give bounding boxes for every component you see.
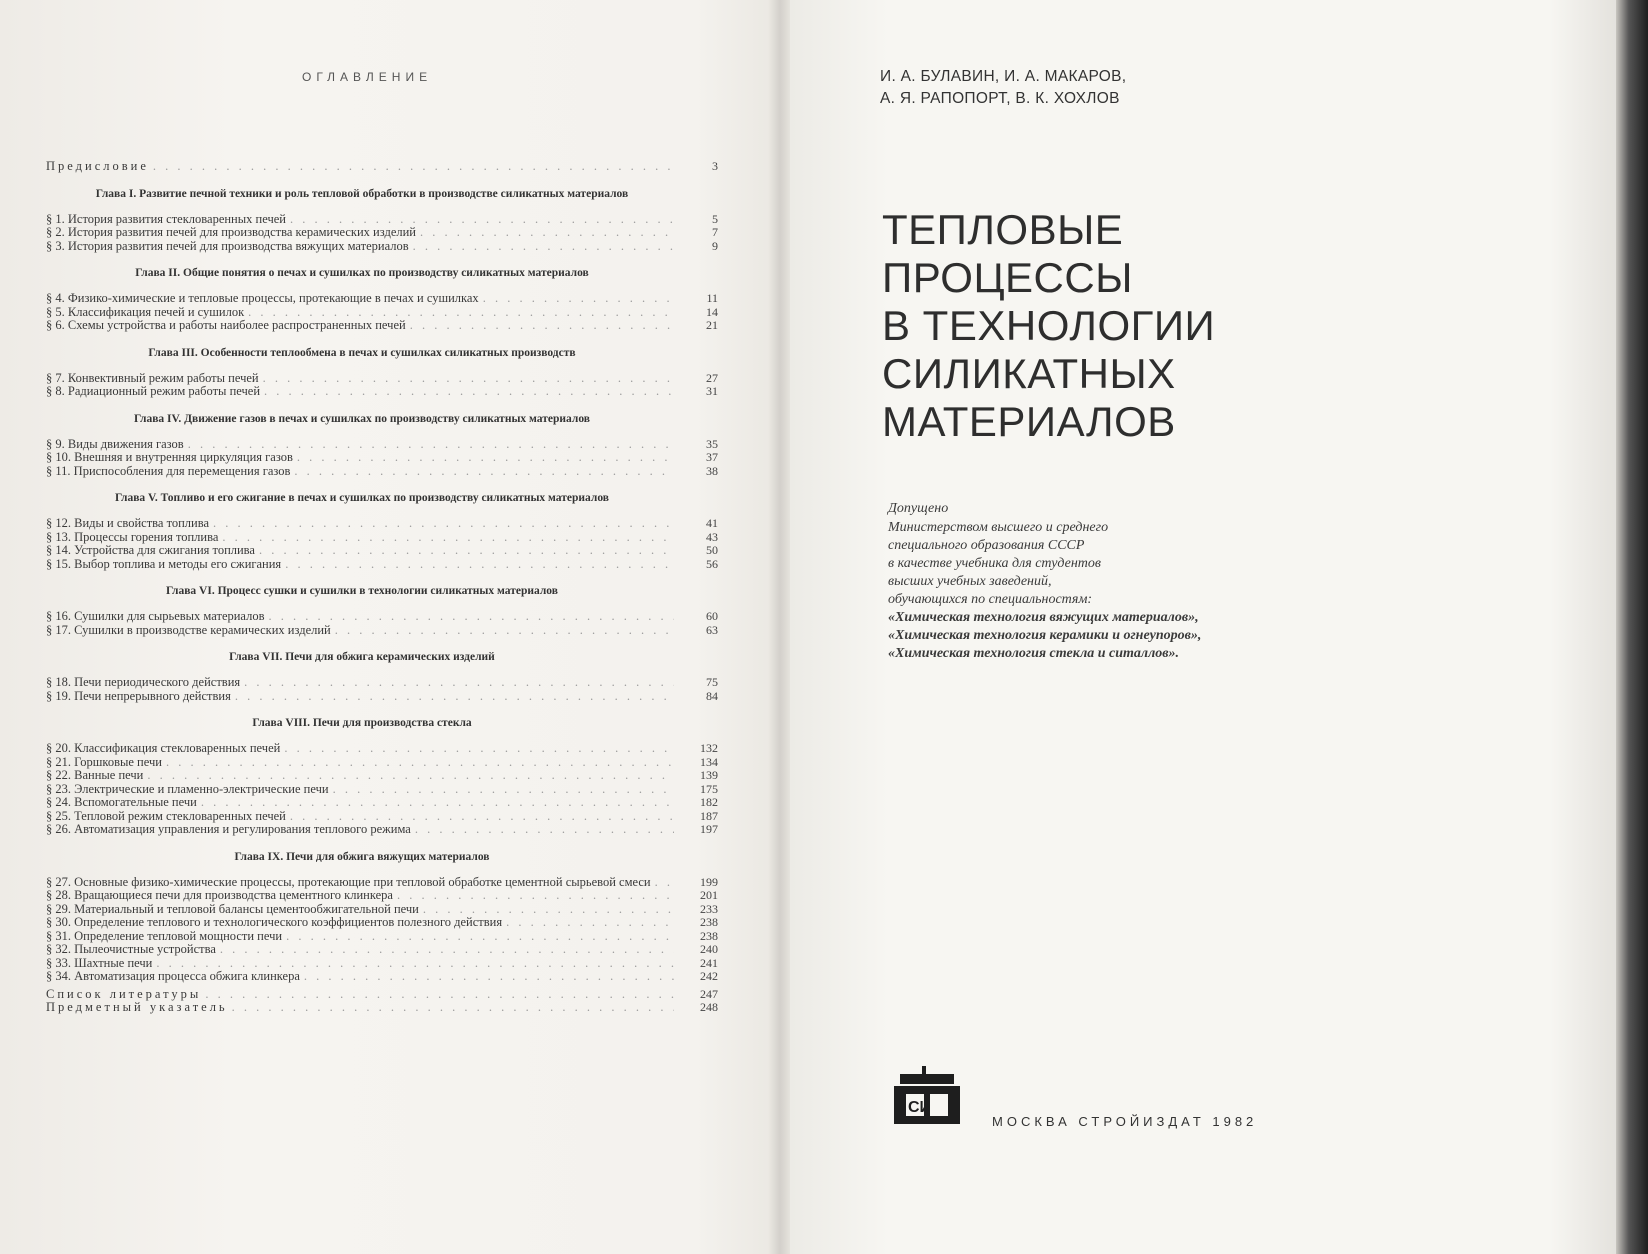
- approval-head: Допущено: [888, 501, 949, 516]
- toc-entry: [46, 160, 718, 174]
- toc-entry: [46, 558, 718, 572]
- toc-entry: [46, 610, 718, 624]
- toc-page-number: 9: [712, 238, 718, 253]
- toc-entry: [46, 783, 718, 797]
- toc-entry-label: § 6. Схемы устройства и работы наиболее распространенных печей: [46, 318, 406, 332]
- toc-entry: [46, 213, 718, 227]
- specialty-line: «Химическая технология керамики и огнеупоров»,: [888, 628, 1202, 643]
- dot-leader: [397, 889, 674, 903]
- title-line: МАТЕРИАЛОВ: [882, 398, 1176, 445]
- dot-leader: [263, 372, 674, 386]
- dot-leader: [285, 558, 674, 572]
- dot-leader: [188, 438, 674, 452]
- dot-leader: [286, 930, 674, 944]
- toc-entry: [46, 624, 718, 638]
- chapter-heading: Глава IV. Движение газов в печах и сушилках по производству силикатных материалов: [133, 412, 591, 425]
- authors: [880, 66, 1126, 110]
- toc-entry: [46, 319, 718, 333]
- toc-entry-label: § 34. Автоматизация процесса обжига клинкера: [46, 969, 300, 983]
- toc-title: ОГЛАВЛЕНИЕ: [302, 70, 433, 84]
- dot-leader: [290, 810, 674, 824]
- toc-entry: [46, 742, 718, 756]
- toc-entry-label: § 16. Сушилки для сырьевых материалов: [46, 609, 265, 623]
- toc-entry: [46, 876, 718, 890]
- toc-page-number: 60: [706, 609, 718, 623]
- dot-leader: [232, 1001, 674, 1015]
- dot-leader: [483, 292, 674, 306]
- chapter-heading: Глава IX. Печи для обжига вяжущих материалов: [234, 850, 490, 863]
- toc-page-number: 242: [700, 969, 718, 983]
- dot-leader: [423, 903, 674, 917]
- toc-entry-label: § 30. Определение теплового и технологического коэффициентов полезного действия: [46, 915, 503, 929]
- dot-leader: [248, 306, 674, 320]
- page-edge: [1616, 0, 1648, 1254]
- toc-entry-label: § 9. Виды движения газов: [46, 436, 184, 451]
- toc-entry: [46, 544, 718, 558]
- toc-entry: [46, 796, 718, 810]
- toc-entry: [46, 465, 718, 479]
- toc-entry: [46, 676, 718, 690]
- dot-leader: [166, 756, 674, 770]
- approval-line: в качестве учебника для студентов: [888, 556, 1101, 571]
- toc-page-number: 233: [700, 901, 718, 916]
- toc-entry-label: § 13. Процессы горения топлива: [46, 529, 219, 544]
- toc-entry: [46, 226, 718, 240]
- toc-page-number: 182: [700, 795, 718, 809]
- dot-leader: [655, 876, 674, 890]
- dot-leader: [294, 465, 674, 479]
- toc-entry: [46, 292, 718, 306]
- chapter-heading: Глава VI. Процесс сушки и сушилки в технологии силикатных материалов: [166, 585, 558, 597]
- toc-page-number: 37: [706, 450, 718, 464]
- chapter-heading: Глава II. Общие понятия о печах и сушилках по производству силикатных материалов: [135, 267, 589, 279]
- toc-page-number: 175: [700, 781, 718, 796]
- toc-page-number: 201: [700, 888, 718, 902]
- toc-page-number: 14: [706, 304, 718, 319]
- toc-entry-label: § 14. Устройства для сжигания топлива: [46, 543, 255, 557]
- dot-leader: [304, 970, 674, 984]
- dot-leader: [156, 957, 674, 971]
- stroyizdat-logo-icon: [892, 1066, 962, 1126]
- toc-entry: [46, 240, 718, 254]
- toc-entry: [46, 957, 718, 971]
- toc-page-number: 31: [706, 384, 718, 398]
- toc-entry-label: § 1. История развития стекловаренных печей: [46, 211, 286, 226]
- toc-entry-label: § 25. Тепловой режим стекловаренных печей: [46, 808, 286, 823]
- toc-entry: [46, 916, 718, 930]
- title-line: ПРОЦЕССЫ: [882, 254, 1133, 301]
- toc-entry: [46, 372, 718, 386]
- toc-entry: [46, 438, 718, 452]
- toc-page-number: 41: [706, 516, 718, 530]
- toc-entry-label: § 29. Материальный и тепловой балансы цементообжигательной печи: [46, 901, 419, 916]
- toc-page-number: 132: [700, 741, 718, 755]
- toc-entry-label: § 27. Основные физико-химические процессы, протекающие при тепловой обработке цементной сырьевой смеси: [46, 874, 651, 889]
- dot-leader: [259, 544, 674, 558]
- toc-page-number: 247: [700, 986, 718, 1001]
- approval-line: специального образования СССР: [888, 538, 1085, 553]
- toc-entry-label: § 28. Вращающиеся печи для производства цементного клинкера: [46, 888, 393, 902]
- book-title: [882, 206, 1215, 446]
- toc-entry-label: § 22. Ванные печи: [46, 768, 144, 782]
- toc-entry-label: § 4. Физико-химические и тепловые процессы, протекающие в печах и сушилках: [46, 291, 479, 305]
- dot-leader: [290, 213, 674, 227]
- toc-entry: [46, 943, 718, 957]
- toc-entry: [46, 690, 718, 704]
- toc-entry-label: § 31. Определение тепловой мощности печи: [46, 928, 283, 943]
- toc-page-number: 35: [706, 436, 718, 451]
- approval-line: Министерством высшего и среднего: [888, 520, 1109, 535]
- toc-entry: [46, 823, 718, 837]
- toc-entry: [46, 306, 718, 320]
- toc-page-number: 63: [706, 622, 718, 637]
- toc-page-number: 238: [700, 915, 718, 929]
- toc-page-number: 248: [700, 1000, 718, 1014]
- toc-entry-label: Список литературы: [46, 986, 202, 1001]
- authors-line-1: И. А. БУЛАВИН, И. А. МАКАРОВ,: [880, 68, 1127, 85]
- title-line: ТЕПЛОВЫЕ: [882, 206, 1124, 253]
- approval-line: высших учебных заведений,: [888, 574, 1052, 589]
- chapter-heading: Глава VII. Печи для обжига керамических изделий: [229, 651, 495, 663]
- approval-note: [888, 500, 1201, 663]
- dot-leader: [201, 796, 674, 810]
- toc-page-number: 27: [706, 370, 718, 385]
- dot-leader: [284, 742, 674, 756]
- dot-leader: [213, 517, 674, 531]
- toc-entry-label: Предисловие: [46, 159, 149, 173]
- toc-page-number: 7: [712, 225, 718, 239]
- dot-leader: [420, 226, 674, 240]
- publisher-imprint: МОСКВА СТРОЙИЗДАТ 1982: [992, 1114, 1258, 1129]
- toc-entry: [46, 517, 718, 531]
- toc-entry: [46, 810, 718, 824]
- dot-leader: [153, 160, 674, 174]
- toc-entry-label: § 17. Сушилки в производстве керамических изделий: [46, 622, 331, 637]
- chapter-heading: Глава V. Топливо и его сжигание в печах и сушилках по производству силикатных материалов: [114, 492, 610, 504]
- dot-leader: [268, 610, 674, 624]
- logo-letters: СИ: [908, 1099, 932, 1116]
- toc-entry: [46, 385, 718, 399]
- dot-leader: [205, 988, 674, 1002]
- dot-leader: [335, 624, 674, 638]
- dot-leader: [506, 916, 674, 930]
- dot-leader: [147, 769, 674, 783]
- dot-leader: [220, 943, 674, 957]
- book-gutter: [768, 0, 792, 1254]
- toc-page-number: 11: [706, 291, 718, 305]
- toc-page-number: 43: [706, 529, 718, 544]
- toc-page-number: 197: [700, 822, 718, 836]
- toc-entry: [46, 451, 718, 465]
- dot-leader: [264, 385, 674, 399]
- toc-page-number: 5: [712, 211, 718, 226]
- toc-entry: [46, 769, 718, 783]
- dot-leader: [297, 451, 674, 465]
- approval-line: обучающихся по специальностям:: [888, 592, 1093, 607]
- dot-leader: [244, 676, 674, 690]
- chapter-heading: Глава I. Развитие печной техники и роль тепловой обработки в производстве силикатных материалов: [95, 187, 629, 200]
- toc-entry: [46, 903, 718, 917]
- toc-entry-label: § 20. Классификация стекловаренных печей: [46, 741, 281, 755]
- toc-entry: [46, 970, 718, 984]
- toc-entry-label: § 5. Классификация печей и сушилок: [46, 304, 245, 319]
- toc-entry-label: § 21. Горшковые печи: [46, 754, 162, 769]
- toc-entry-label: § 2. История развития печей для производства керамических изделий: [46, 225, 416, 239]
- toc-entry: [46, 988, 718, 1002]
- dot-leader: [333, 783, 674, 797]
- toc-entry: [46, 756, 718, 770]
- toc-entry-label: § 33. Шахтные печи: [46, 955, 153, 970]
- toc-entry-label: § 26. Автоматизация управления и регулирования теплового режима: [46, 822, 411, 836]
- toc-page-number: 84: [706, 688, 718, 703]
- toc-page-number: 3: [712, 159, 718, 173]
- toc-entry-label: § 19. Печи непрерывного действия: [46, 688, 231, 703]
- toc-page-number: 241: [700, 955, 718, 970]
- toc-entry-label: § 8. Радиационный режим работы печей: [46, 384, 261, 398]
- toc-page-number: 134: [700, 754, 718, 769]
- dot-leader: [235, 690, 674, 704]
- toc-entry-label: § 32. Пылеочистные устройства: [46, 942, 216, 956]
- toc-entry: [46, 930, 718, 944]
- specialty-line: «Химическая технология вяжущих материалов»,: [888, 610, 1199, 625]
- toc-entry-label: § 10. Внешняя и внутренняя циркуляция газов: [46, 450, 293, 464]
- toc-entry-label: § 7. Конвективный режим работы печей: [46, 370, 259, 385]
- toc-entry: [46, 531, 718, 545]
- dot-leader: [415, 823, 674, 837]
- toc-page-number: 139: [700, 768, 718, 782]
- toc-entry-label: § 12. Виды и свойства топлива: [46, 516, 210, 530]
- authors-line-2: А. Я. РАПОПОРТ, В. К. ХОХЛОВ: [880, 90, 1120, 107]
- toc-page-number: 187: [700, 808, 718, 823]
- dot-leader: [222, 531, 674, 545]
- toc-page-number: 38: [706, 463, 718, 478]
- chapter-heading: Глава VIII. Печи для производства стекла: [252, 717, 472, 729]
- chapter-heading: Глава III. Особенности теплообмена в печах и сушилках силикатных производств: [148, 346, 576, 359]
- toc-entry: [46, 1001, 718, 1015]
- toc-page-number: 21: [706, 318, 718, 332]
- toc-page-number: 50: [706, 543, 718, 557]
- toc-page-number: 199: [700, 874, 718, 889]
- toc-page: [0, 0, 790, 1254]
- toc-entry-label: Предметный указатель: [46, 1000, 228, 1014]
- toc-entry-label: § 23. Электрические и пламенно-электрические печи: [46, 781, 329, 796]
- dot-leader: [413, 240, 674, 254]
- toc-entry-label: § 15. Выбор топлива и методы его сжигания: [46, 556, 282, 571]
- toc-entry-label: § 11. Приспособления для перемещения газов: [46, 463, 291, 478]
- toc-entry-label: § 3. История развития печей для производства вяжущих материалов: [46, 238, 409, 253]
- toc-page-number: 56: [706, 556, 718, 571]
- toc-page-number: 75: [706, 675, 718, 689]
- table-of-contents: [46, 160, 718, 1015]
- toc-page-number: 238: [700, 928, 718, 943]
- dot-leader: [410, 319, 674, 333]
- toc-entry-label: § 18. Печи периодического действия: [46, 675, 241, 689]
- toc-entry-label: § 24. Вспомогательные печи: [46, 795, 197, 809]
- toc-page-number: 240: [700, 942, 718, 956]
- toc-entry: [46, 889, 718, 903]
- title-line: В ТЕХНОЛОГИИ: [882, 302, 1216, 349]
- title-line: СИЛИКАТНЫХ: [882, 350, 1176, 397]
- specialty-line: «Химическая технология стекла и ситаллов».: [888, 646, 1180, 661]
